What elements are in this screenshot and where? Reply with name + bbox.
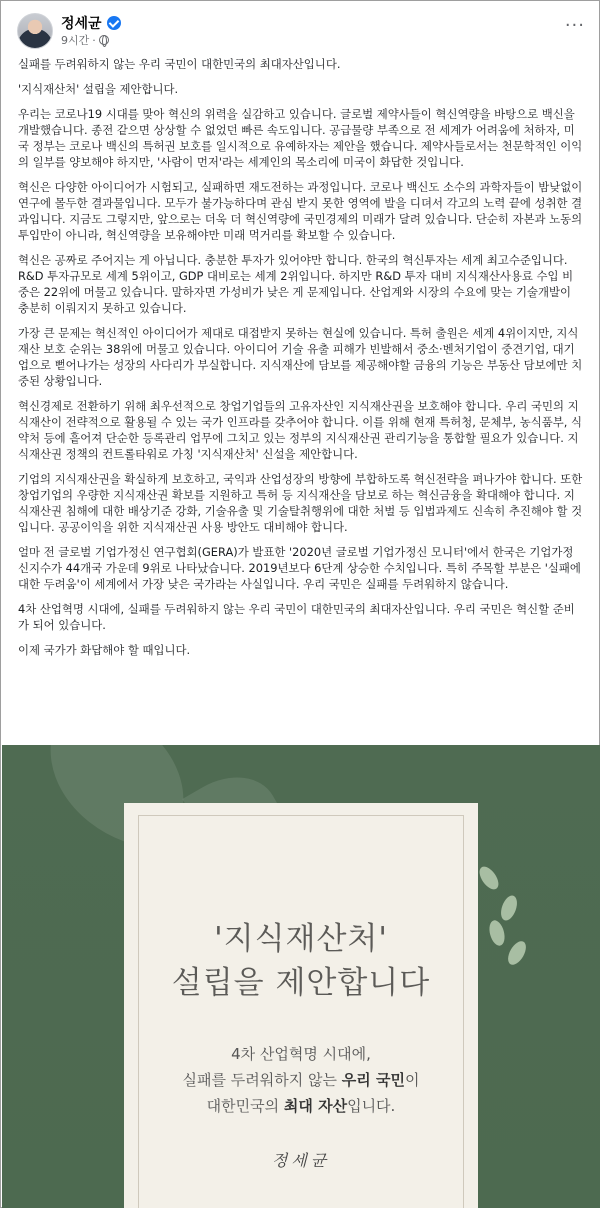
card-title: '지식재산처' xyxy=(214,921,388,957)
leaf-decoration xyxy=(487,919,507,948)
post-paragraph: 기업의 지식재산권을 확실하게 보호하고, 국익과 산업성장의 방향에 부합하도록 혁신전략을 펴나가야 합니다. 또한 창업기업의 우량한 지식재산권 확보를 지원하고 특허 등 지식재산을 담보로 하는 혁신금융을 확대해야 합니다. 지식재산권 침해에 대한 배상기준 강화, 기술유출 및 기술탈취행위에 대한 처벌 등 입법과제도 신속히 추진해야 할 것입니다. 공공이익을 위한 지식재산권 사용 방안도 대비해야 합니다. xyxy=(18,472,583,534)
card-subtitle-line: 실패를 두려워하지 않는 우리 국민이 xyxy=(182,1071,420,1089)
author-name[interactable]: 정세균 xyxy=(61,16,102,32)
post-paragraph: 혁신경제로 전환하기 위해 최우선적으로 창업기업들의 고유자산인 지식재산권을 보호해야 합니다. 우리 국민의 지식재산이 전략적으로 활용될 수 있는 국가 인프라를 갖추어야 합니다. 이를 위해 현재 특허청, 문체부, 농식품부, 식약처 등에 흩어져 단순한 등록관리 업무에 그치고 있는 정부의 지식재산권 관리기능을 통합할 필요가 있습니다. 지식재산권 정책의 컨트롤타워로 가칭 '지식재산처' 신설을 제안합니다. xyxy=(18,399,582,461)
leaf-decoration xyxy=(476,863,502,892)
post-paragraph: 우리는 코로나19 시대를 맞아 혁신의 위력을 실감하고 있습니다. 글로벌 제약사들이 혁신역량을 바탕으로 백신을 개발했습니다. 종전 같으면 상상할 수 없었던 빠른 속도입니다. 공급물량 부족으로 전 세계가 어려움에 처하자, 미국 정부는 코로나 백신의 특허권 보호를 일시적으로 유예하자는 제안을 했습니다. 제약사들로서는 천문학적인 이익의 일부를 양보해야 하지만, '사람이 먼저'라는 세계인의 목소리에 미국이 화답한 것입니다. xyxy=(18,107,583,169)
globe-icon[interactable] xyxy=(99,35,109,45)
more-options-icon[interactable]: ··· xyxy=(564,15,585,36)
post-paragraph: 실패를 두려워하지 않는 우리 국민이 대한민국의 최대자산입니다. xyxy=(18,57,341,71)
card-subtitle xyxy=(124,1041,478,1119)
post-paragraph: 4차 산업혁명 시대에, 실패를 두려워하지 않는 우리 국민이 대한민국의 최대자산입니다. 우리 국민은 혁신할 준비가 되어 있습니다. xyxy=(18,602,575,632)
author-row xyxy=(61,13,121,33)
post-meta: 9시간 · xyxy=(61,32,109,48)
post-header xyxy=(15,11,587,51)
author-avatar[interactable] xyxy=(17,13,53,49)
card-subtitle-line: 4차 산업혁명 시대에, xyxy=(231,1045,371,1063)
leaf-decoration xyxy=(498,893,520,922)
post-time[interactable]: 9시간 xyxy=(61,34,90,47)
post-paragraph: 이제 국가가 화답해야 할 때입니다. xyxy=(18,643,191,657)
post-paragraph: '지식재산처' 설립을 제안합니다. xyxy=(18,82,179,96)
card-signature: 정세균 xyxy=(271,1151,331,1170)
card-title: 설립을 제안합니다 xyxy=(171,965,431,1001)
post-paragraph: 혁신은 다양한 아이디어가 시험되고, 실패하면 재도전하는 과정입니다. 코로나 백신도 소수의 과학자들이 밤낮없이 연구에 몰두한 결과물입니다. 모두가 불가능하다며 관심 받지 못한 영역에 발을 디뎌서 각고의 노력 끝에 성취한 결과입니다. 지금도 그렇지만, 앞으로는 더욱 더 혁신역량에 국민경제의 미래가 달려 있습니다. 단순히 자본과 노동의 투입만이 아니라, 혁신역량을 보유해야만 미래 먹거리를 확보할 수 있습니다. xyxy=(18,180,583,242)
post-body xyxy=(18,56,584,667)
card-subtitle-line: 대한민국의 최대 자산입니다. xyxy=(206,1097,396,1115)
verified-badge-icon xyxy=(107,16,121,30)
leaf-decoration xyxy=(504,938,529,968)
post-paragraph: 혁신은 공짜로 주어지는 게 아닙니다. 충분한 투자가 있어야만 합니다. 한국의 혁신투자는 세계 최고수준입니다. R&D 투자규모로 세계 5위이고, GDP 대비로는 세계 2위입니다. 하지만 R&D 투자 대비 지식재산사용료 수입 비중은 22위에 머물고 있습니다. 말하자면 가성비가 낮은 게 문제입니다. 산업계와 시장의 수요에 맞는 기술개발이 충분히 이뤄지지 못하고 있습니다. xyxy=(18,253,574,315)
post-paragraph: 얼마 전 글로벌 기업가정신 연구협회(GERA)가 발표한 '2020년 글로벌 기업가정신 모니터'에서 한국은 기업가정신지수가 44개국 가운데 9위로 나타났습니다. 2019년보다 6단계 상승한 수치입니다. 특히 주목할 부분은 '실패에 대한 두려움'이 세계에서 가장 낮은 국가라는 사실입니다. 우리 국민은 실패를 두려워하지 않습니다. xyxy=(18,545,581,591)
post-image[interactable] xyxy=(2,745,600,1208)
post-paragraph: 가장 큰 문제는 혁신적인 아이디어가 제대로 대접받지 못하는 현실에 있습니다. 특허 출원은 세계 4위이지만, 지식재산 보호 순위는 38위에 머물고 있습니다. 아이디어 기술 유출 피해가 빈발해서 중소·벤처기업이 중견기업, 대기업으로 뻗어나가는 성장의 사다리가 부실합니다. 지식재산에 담보를 제공해야할 금융의 기능은 부동산 담보에만 치중된 상황입니다. xyxy=(18,326,583,388)
proposal-card xyxy=(124,803,478,1208)
